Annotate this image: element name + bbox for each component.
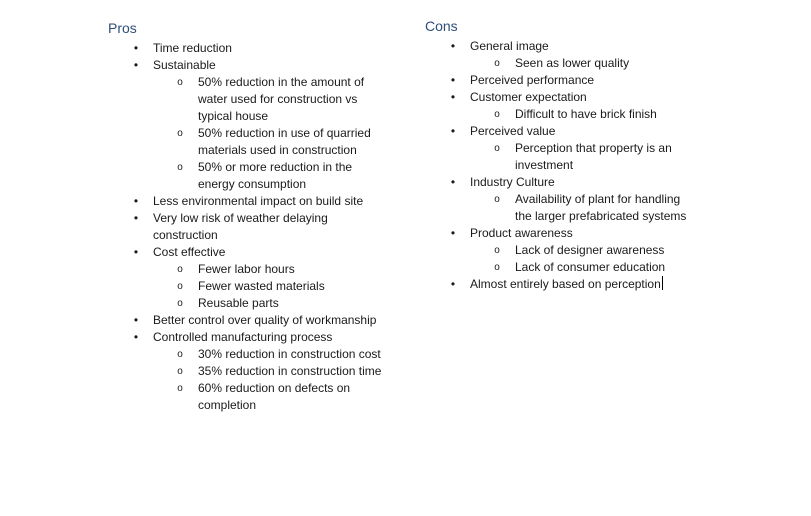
bullet-icon: • bbox=[450, 39, 456, 53]
pros-list bbox=[108, 40, 408, 414]
pros-subitem-text[interactable]: Fewer wasted materials bbox=[198, 279, 325, 293]
cons-subitem-text[interactable]: Difficult to have brick finish bbox=[515, 107, 657, 121]
hollow-bullet-icon: o bbox=[494, 262, 500, 273]
cons-item-text[interactable]: Industry Culture bbox=[470, 175, 555, 189]
pros-subitem-text[interactable]: 50% reduction in use of quarried materials used in construction bbox=[198, 126, 371, 157]
cons-sublist-container bbox=[425, 140, 725, 174]
hollow-bullet-icon: o bbox=[177, 264, 183, 275]
pros-item-text[interactable]: Less environmental impact on build site bbox=[153, 194, 364, 208]
pros-sublist-container bbox=[108, 261, 408, 312]
bullet-icon: • bbox=[450, 175, 456, 189]
cons-item-text[interactable]: Perceived performance bbox=[470, 73, 595, 87]
hollow-bullet-icon: o bbox=[494, 109, 500, 120]
cons-sublist-item[interactable] bbox=[425, 191, 725, 225]
cons-sublist-item[interactable] bbox=[425, 140, 725, 174]
pros-list-item[interactable] bbox=[108, 40, 408, 57]
cons-sublist bbox=[425, 242, 725, 276]
cons-list-item[interactable] bbox=[425, 276, 725, 293]
hollow-bullet-icon: o bbox=[494, 143, 500, 154]
pros-item-text[interactable]: Cost effective bbox=[153, 245, 226, 259]
pros-sublist bbox=[108, 346, 408, 414]
hollow-bullet-icon: o bbox=[177, 349, 183, 360]
pros-subitem-text[interactable]: Reusable parts bbox=[198, 296, 279, 310]
bullet-icon: • bbox=[133, 211, 139, 225]
pros-item-text[interactable]: Time reduction bbox=[153, 41, 232, 55]
pros-sublist-item[interactable] bbox=[108, 74, 408, 125]
pros-subitem-text[interactable]: 30% reduction in construction cost bbox=[198, 347, 381, 361]
cons-sublist-container bbox=[425, 55, 725, 72]
cons-sublist bbox=[425, 140, 725, 174]
hollow-bullet-icon: o bbox=[177, 162, 183, 173]
hollow-bullet-icon: o bbox=[177, 77, 183, 88]
cons-list-item[interactable] bbox=[425, 38, 725, 55]
hollow-bullet-icon: o bbox=[494, 194, 500, 205]
pros-list-item[interactable] bbox=[108, 193, 408, 210]
pros-sublist-item[interactable] bbox=[108, 261, 408, 278]
bullet-icon: • bbox=[450, 277, 456, 291]
pros-sublist bbox=[108, 74, 408, 193]
pros-subitem-text[interactable]: 60% reduction on defects on completion bbox=[198, 381, 351, 412]
pros-sublist-item[interactable] bbox=[108, 346, 408, 363]
pros-list-item[interactable] bbox=[108, 244, 408, 261]
pros-subitem-text[interactable]: 35% reduction in construction time bbox=[198, 364, 382, 378]
pros-subitem-text[interactable]: 50% reduction in the amount of water used for construction vs typical house bbox=[198, 75, 365, 123]
bullet-icon: • bbox=[133, 330, 139, 344]
pros-list-item[interactable] bbox=[108, 312, 408, 329]
cons-sublist-item[interactable] bbox=[425, 242, 725, 259]
pros-sublist-item[interactable] bbox=[108, 125, 408, 159]
bullet-icon: • bbox=[450, 124, 456, 138]
hollow-bullet-icon: o bbox=[177, 281, 183, 292]
hollow-bullet-icon: o bbox=[177, 128, 183, 139]
bullet-icon: • bbox=[133, 41, 139, 55]
cons-column bbox=[425, 18, 725, 293]
cons-list-item[interactable] bbox=[425, 174, 725, 191]
hollow-bullet-icon: o bbox=[177, 298, 183, 309]
cons-heading[interactable]: Cons bbox=[425, 18, 458, 34]
pros-item-text[interactable]: Better control over quality of workmanship bbox=[153, 313, 377, 327]
text-cursor bbox=[662, 276, 663, 290]
cons-list-item[interactable] bbox=[425, 225, 725, 242]
cons-sublist-item[interactable] bbox=[425, 55, 725, 72]
pros-sublist-item[interactable] bbox=[108, 380, 408, 414]
cons-subitem-text[interactable]: Lack of consumer education bbox=[515, 260, 666, 274]
pros-sublist-item[interactable] bbox=[108, 295, 408, 312]
pros-sublist-container bbox=[108, 346, 408, 414]
pros-item-text[interactable]: Sustainable bbox=[153, 58, 216, 72]
cons-sublist bbox=[425, 55, 725, 72]
cons-list-item[interactable] bbox=[425, 72, 725, 89]
cons-subitem-text[interactable]: Perception that property is an investment bbox=[515, 141, 672, 172]
cons-sublist bbox=[425, 191, 725, 225]
pros-list-item[interactable] bbox=[108, 57, 408, 74]
bullet-icon: • bbox=[450, 90, 456, 104]
pros-item-text[interactable]: Very low risk of weather delaying construction bbox=[153, 211, 328, 242]
pros-list-item[interactable] bbox=[108, 210, 408, 244]
pros-sublist-item[interactable] bbox=[108, 363, 408, 380]
pros-sublist-item[interactable] bbox=[108, 278, 408, 295]
cons-list-item[interactable] bbox=[425, 89, 725, 106]
cons-subitem-text[interactable]: Seen as lower quality bbox=[515, 56, 630, 70]
cons-sublist-container bbox=[425, 242, 725, 276]
cons-item-text[interactable]: Almost entirely based on perception bbox=[470, 277, 661, 291]
cons-item-text[interactable]: Customer expectation bbox=[470, 90, 587, 104]
cons-sublist-container bbox=[425, 191, 725, 225]
hollow-bullet-icon: o bbox=[494, 58, 500, 69]
hollow-bullet-icon: o bbox=[177, 383, 183, 394]
pros-sublist bbox=[108, 261, 408, 312]
pros-subitem-text[interactable]: 50% or more reduction in the energy consumption bbox=[198, 160, 353, 191]
pros-subitem-text[interactable]: Fewer labor hours bbox=[198, 262, 295, 276]
cons-item-text[interactable]: Product awareness bbox=[470, 226, 573, 240]
cons-sublist-item[interactable] bbox=[425, 106, 725, 123]
bullet-icon: • bbox=[450, 226, 456, 240]
cons-subitem-text[interactable]: Lack of designer awareness bbox=[515, 243, 665, 257]
cons-item-text[interactable]: Perceived value bbox=[470, 124, 556, 138]
bullet-icon: • bbox=[133, 58, 139, 72]
pros-sublist-item[interactable] bbox=[108, 159, 408, 193]
bullet-icon: • bbox=[450, 73, 456, 87]
hollow-bullet-icon: o bbox=[177, 366, 183, 377]
cons-item-text[interactable]: General image bbox=[470, 39, 549, 53]
cons-sublist bbox=[425, 106, 725, 123]
pros-item-text[interactable]: Controlled manufacturing process bbox=[153, 330, 333, 344]
cons-list-item[interactable] bbox=[425, 123, 725, 140]
cons-subitem-text[interactable]: Availability of plant for handling the larger prefabricated systems bbox=[515, 192, 687, 223]
bullet-icon: • bbox=[133, 194, 139, 208]
cons-sublist-item[interactable] bbox=[425, 259, 725, 276]
pros-column bbox=[108, 18, 408, 414]
cons-sublist-container bbox=[425, 106, 725, 123]
pros-sublist-container bbox=[108, 74, 408, 193]
hollow-bullet-icon: o bbox=[494, 245, 500, 256]
pros-heading[interactable]: Pros bbox=[108, 20, 137, 36]
cons-list bbox=[425, 38, 725, 293]
bullet-icon: • bbox=[133, 313, 139, 327]
pros-list-item[interactable] bbox=[108, 329, 408, 346]
bullet-icon: • bbox=[133, 245, 139, 259]
